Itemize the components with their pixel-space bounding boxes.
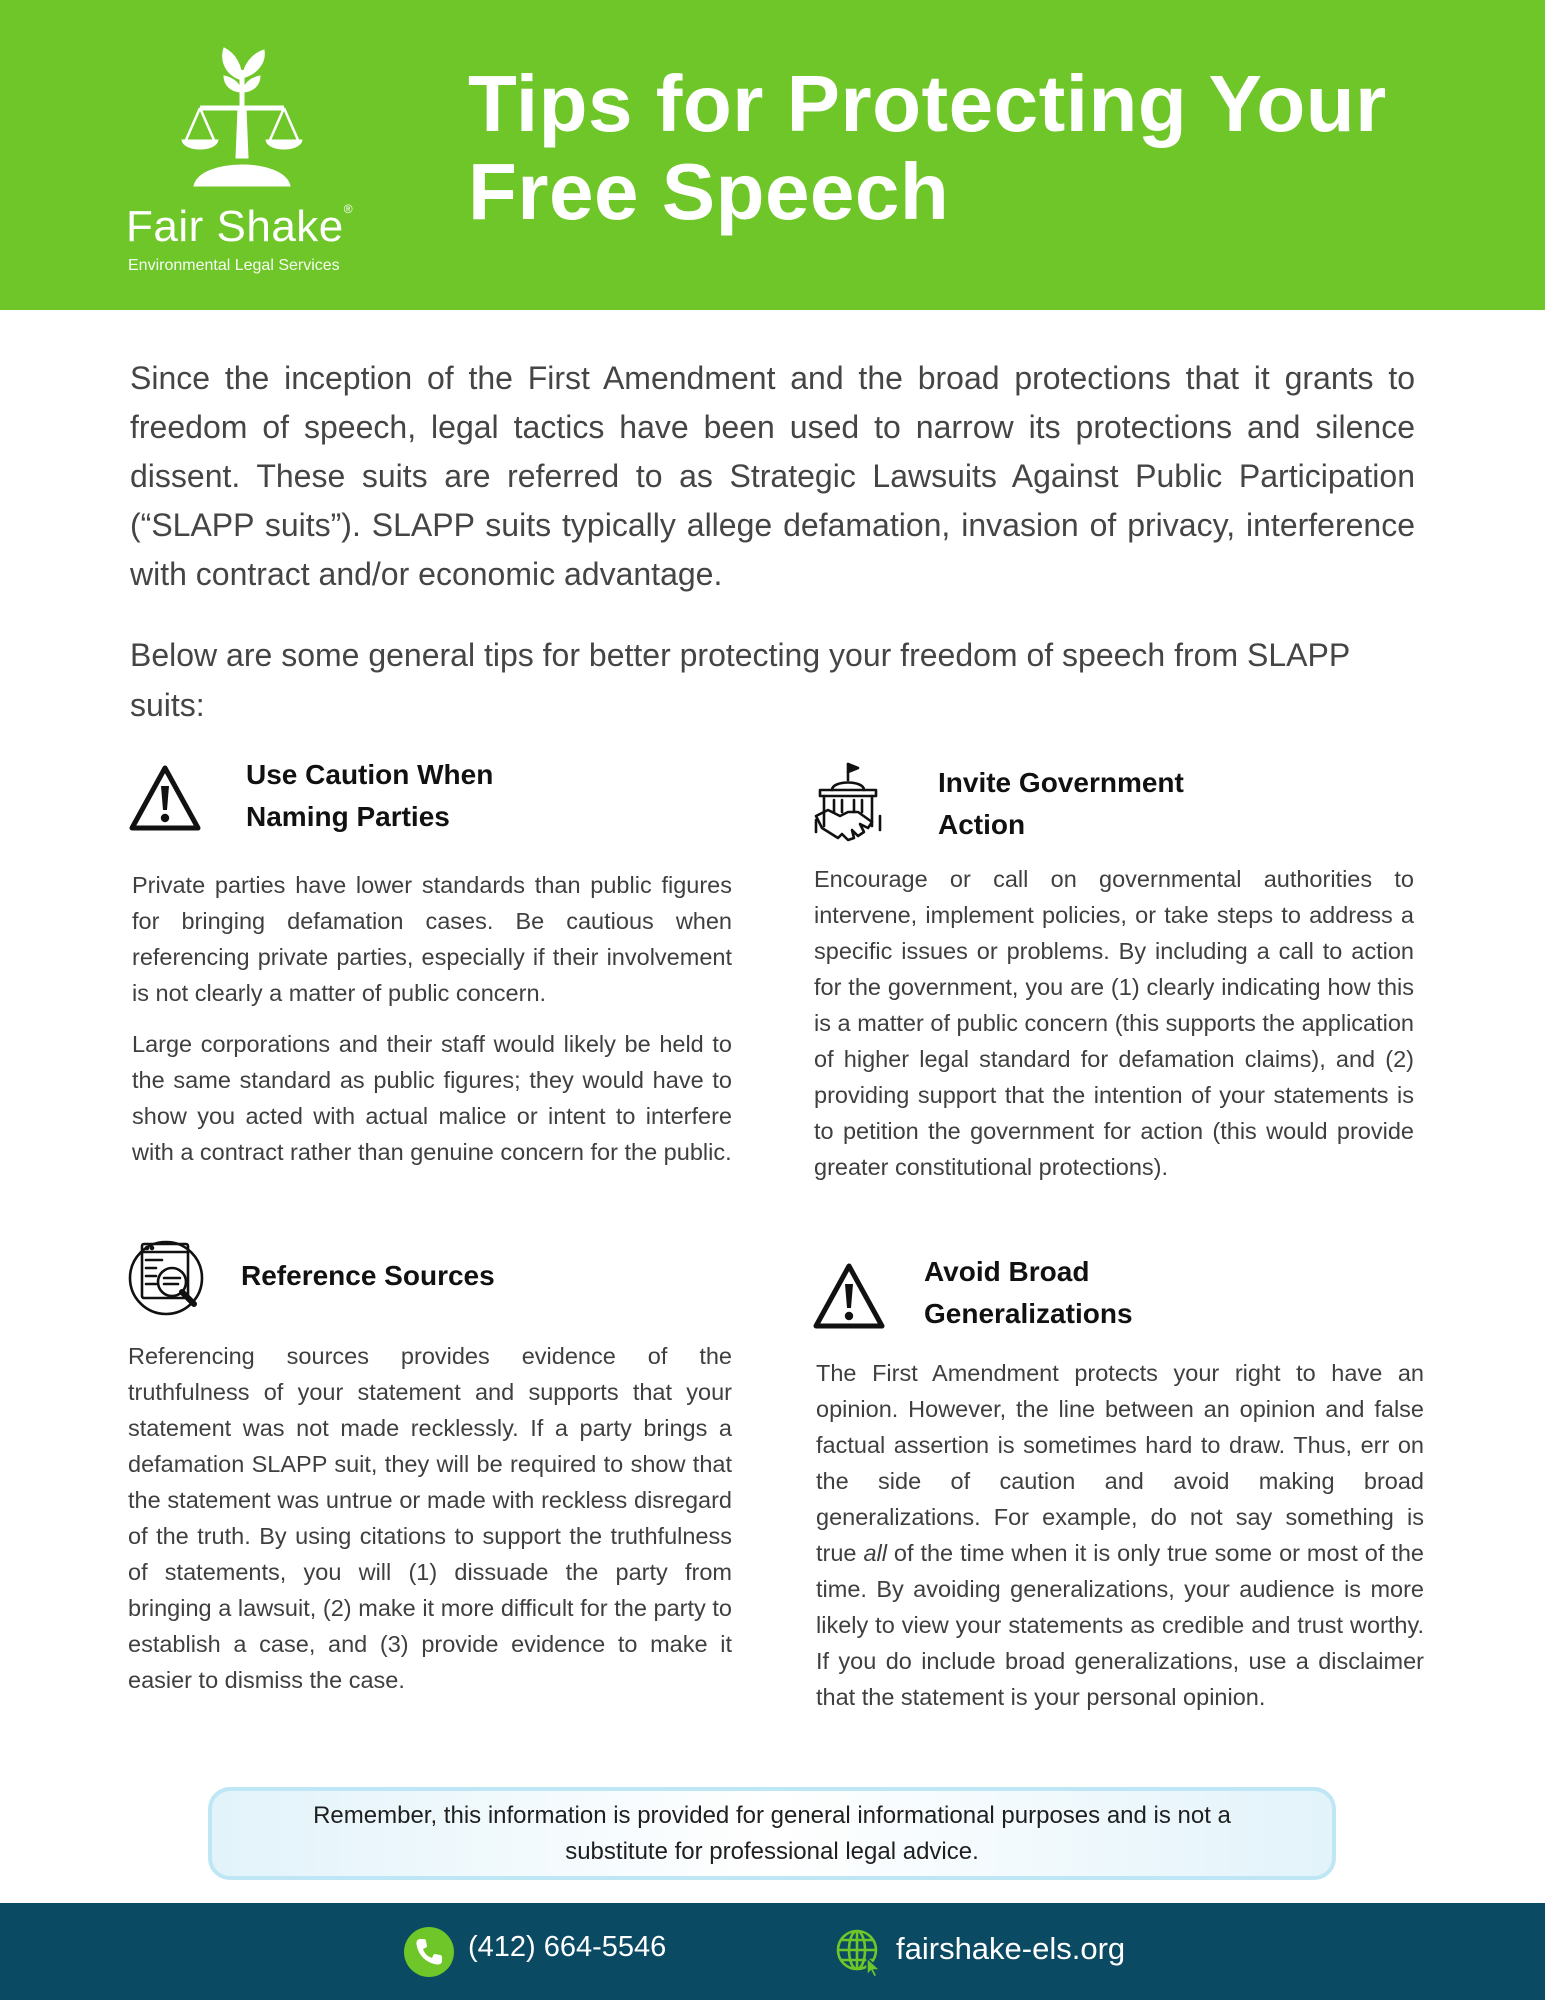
- tip-body-sources: Referencing sources provides evidence of the truthfulness of your statement and supports that your statement was not made recklessly. If a party brings a defamation SLAPP suit, they will be required to show that the statement was untrue or made with reckless disregard of the truth. By using citations to support the truthfulness of statements, you will (1) dissuade the party from bringing a lawsuit, (2) make it more difficult for the party to establish a case, and (3) provide evidence to make it easier to dismiss the case.: [128, 1343, 732, 1693]
- scales-sprout-icon: [180, 40, 310, 190]
- tip-body-caution-1: Private parties have lower standards than public figures for bringing defamation cases. Be cautious when referencing private parties, especially if their involvement is not clearly a matter of public concern.: [132, 872, 732, 1006]
- government-handshake-icon: [812, 760, 884, 854]
- tip-heading-generalizations: Avoid Broad Generalizations: [924, 1256, 1133, 1329]
- header-banner: [0, 0, 1545, 310]
- tips-lead-paragraph: Below are some general tips for better protecting your freedom of speech from SLAPP suits:: [130, 637, 1350, 723]
- emphasis-all: all: [863, 1540, 887, 1566]
- fair-shake-logo: [120, 40, 380, 280]
- magnifier-document-icon: [128, 1238, 208, 1318]
- phone-icon: [404, 1927, 454, 1977]
- tip-heading-government: Invite Government Action: [938, 767, 1184, 840]
- tip-body-caution-2: Large corporations and their staff would likely be held to the same standard as public figures; they would have to show you acted with actual malice or intent to interfere with a contract rather than genuine concern for the public.: [132, 1031, 732, 1165]
- title-line-1: Tips for Protecting Your: [468, 59, 1387, 148]
- title-line-2: Free Speech: [468, 147, 950, 236]
- tip-heading-sources: Reference Sources: [241, 1260, 495, 1291]
- tip-heading-caution: Use Caution When Naming Parties: [246, 759, 494, 832]
- footer-bar: [0, 1903, 1545, 2000]
- footer-phone[interactable]: (412) 664-5546: [468, 1931, 667, 1963]
- footer-website-link[interactable]: fairshake-els.org: [896, 1931, 1126, 1966]
- tip-body-generalizations: The First Amendment protects your right to have an opinion. However, the line between an opinion and false factual assertion is sometimes hard to draw. Thus, err on the side of caution and avoid making broad generalizations. For example, do not say something is true all of the time when it is only true some or most of the time. By avoiding generalizations, your audience is more likely to view your statements as credible and trust worthy. If you do include broad generalizations, use a disclaimer that the statement is your personal opinion.: [816, 1360, 1424, 1710]
- warning-icon: [812, 1262, 886, 1330]
- disclaimer-box: [208, 1787, 1336, 1880]
- logo-tagline: Environmental Legal Services: [128, 257, 340, 274]
- globe-cursor-icon: [834, 1927, 884, 1977]
- disclaimer-text: Remember, this information is provided for general informational purposes and is not a substitute for professional legal advice.: [313, 1801, 1231, 1865]
- warning-icon: [128, 764, 202, 832]
- intro-paragraph: Since the inception of the First Amendment and the broad protections that it grants to freedom of speech, legal tactics have been used to narrow its protections and silence dissent. These suits are referred to as Strategic Lawsuits Against Public Participation (“SLAPP suits”). SLAPP suits typically allege defamation, invasion of privacy, interference with contract and/or economic advantage.: [130, 360, 1415, 592]
- logo-name: Fair Shake®: [126, 202, 354, 251]
- tip-body-government: Encourage or call on governmental authorities to intervene, implement policies, or take steps to address a specific issues or problems. By including a call to action for the government, you are (1) clearly indicating how this is a matter of public concern (this supports the application of higher legal standard for defamation claims), and (2) providing support that the intention of your statements is to petition the government for action (this would provide greater constitutional protections).: [814, 866, 1414, 1180]
- page-title: [468, 60, 1488, 236]
